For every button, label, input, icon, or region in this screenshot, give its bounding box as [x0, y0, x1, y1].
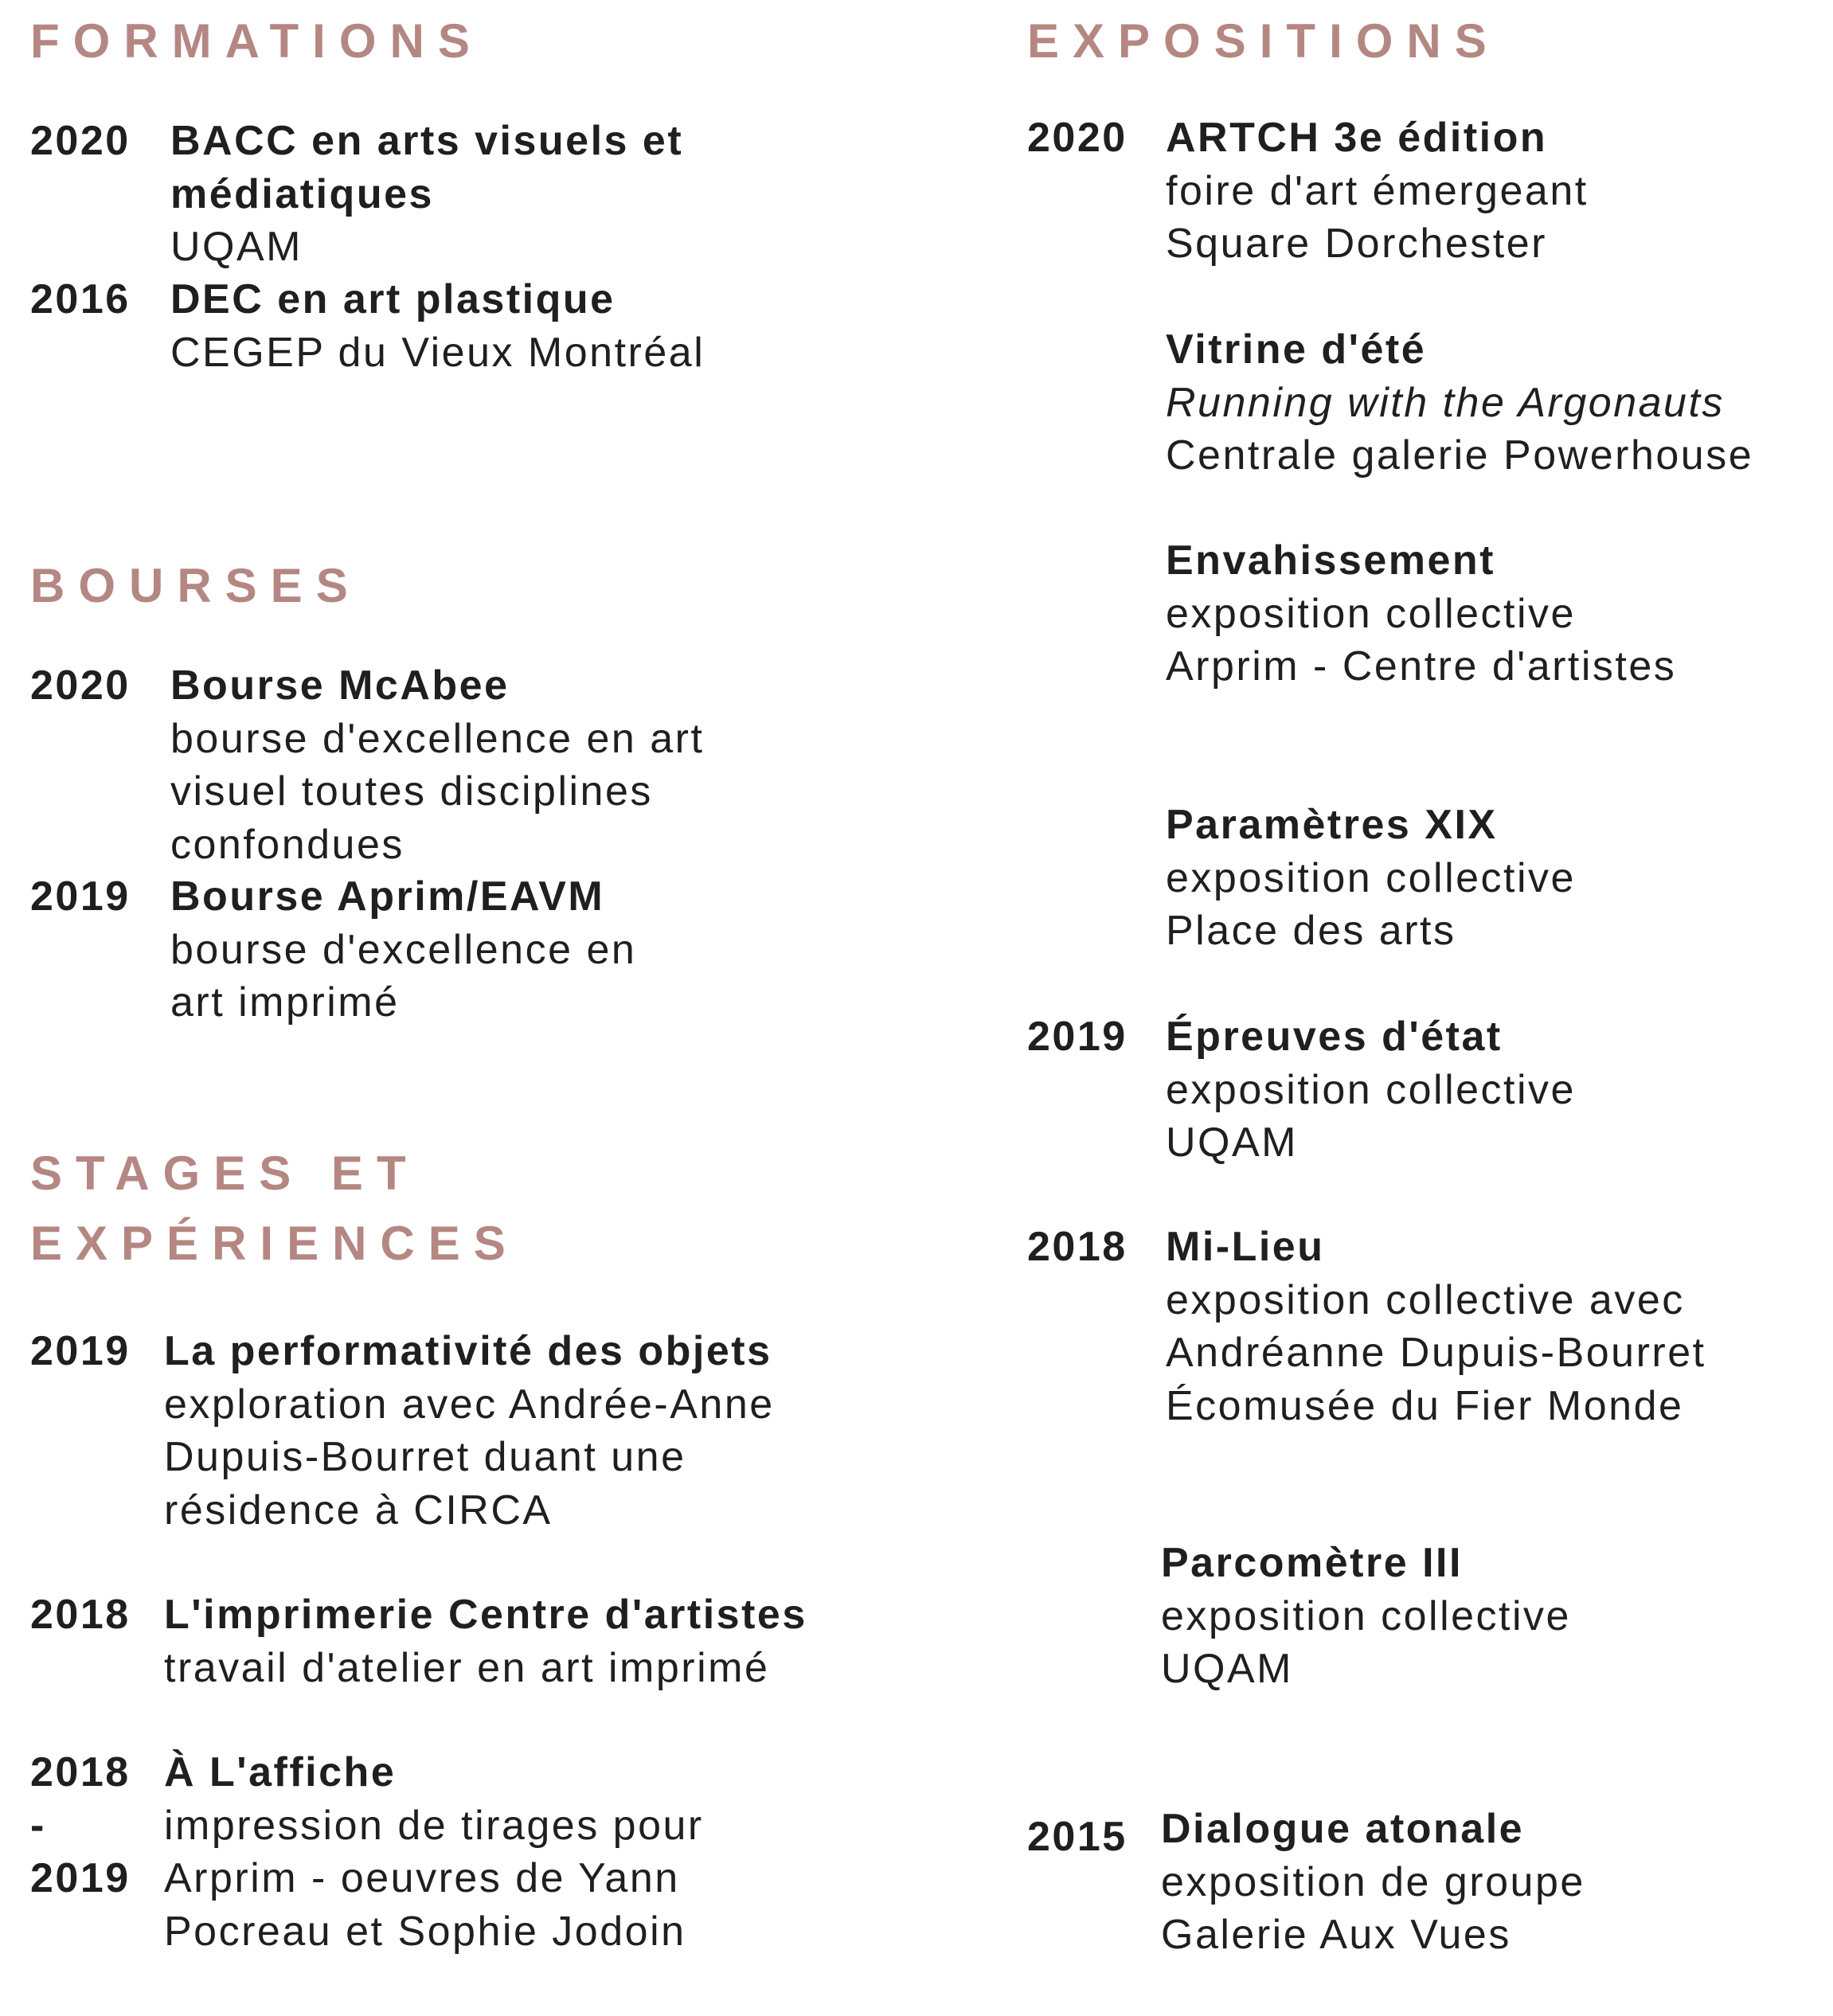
entry-detail: Arprim - Centre d'artistes	[1166, 643, 1677, 690]
entry-detail: UQAM	[1166, 1119, 1298, 1166]
entry-title: Envahissement	[1166, 537, 1495, 584]
bourse-entry	[30, 870, 747, 1037]
entry-year: 2020	[1027, 115, 1128, 161]
stage-entry	[30, 1746, 906, 1961]
entry-title: ARTCH 3e édition	[1166, 115, 1548, 161]
entry-title: Vitrine d'été	[1166, 326, 1427, 373]
entry-detail: Arprim - oeuvres de Yann	[164, 1855, 680, 1901]
entry-title: Mi-Lieu	[1166, 1224, 1325, 1270]
entry-detail: foire d'art émergeant	[1166, 167, 1589, 214]
expositions-heading: EXPOSITIONS	[1027, 14, 1500, 68]
entry-year: 2018	[1027, 1224, 1128, 1270]
entry-detail: UQAM	[1161, 1646, 1293, 1692]
entry-detail: exposition collective	[1166, 854, 1576, 901]
entry-detail: bourse d'excellence en	[170, 926, 637, 973]
exposition-entry	[1027, 1010, 1808, 1178]
entry-detail: impression de tirages pour	[164, 1802, 704, 1849]
entry-detail: exposition de groupe	[1161, 1858, 1585, 1905]
entry-year: 2020	[30, 662, 131, 709]
entry-detail: Galerie Aux Vues	[1161, 1912, 1511, 1958]
entry-detail: Square Dorchester	[1166, 221, 1547, 267]
entry-year-separator: -	[30, 1802, 46, 1849]
entry-detail: exposition collective	[1166, 590, 1576, 637]
entry-title: Bourse Aprim/EAVM	[170, 873, 605, 920]
entry-year: 2020	[30, 118, 131, 164]
entry-detail: travail d'atelier en art imprimé	[164, 1644, 770, 1691]
entry-detail: UQAM	[170, 224, 303, 270]
entry-year: 2015	[1027, 1814, 1128, 1860]
entry-detail: Place des arts	[1166, 908, 1456, 954]
entry-detail: CEGEP du Vieux Montréal	[170, 329, 705, 376]
exposition-entry	[1027, 534, 1808, 701]
exposition-entry	[1027, 799, 1808, 966]
entry-title: Paramètres XIX	[1166, 802, 1498, 848]
exposition-entry	[1027, 1803, 1808, 1970]
entry-work-title: Running with the Argonauts	[1166, 379, 1725, 426]
entry-year: 2019	[30, 1328, 131, 1374]
entry-detail: exposition collective	[1161, 1592, 1571, 1639]
entry-detail: exposition collective	[1166, 1066, 1576, 1113]
entry-detail: Pocreau et Sophie Jodoin	[164, 1908, 686, 1955]
exposition-entry	[1027, 1537, 1808, 1704]
entry-year: 2019	[1027, 1014, 1128, 1060]
formation-entry	[30, 273, 747, 385]
entry-title: L'imprimerie Centre d'artistes	[164, 1592, 807, 1638]
entry-title-continued: médiatiques	[170, 170, 434, 217]
entry-detail: Andréanne Dupuis-Bourret	[1166, 1330, 1706, 1376]
exposition-entry	[1027, 111, 1808, 279]
entry-year	[30, 1746, 131, 1905]
stage-entry	[30, 1588, 906, 1700]
entry-detail: exploration avec Andrée-Anne	[164, 1381, 775, 1428]
exposition-entry	[1027, 323, 1808, 490]
entry-detail: exposition collective avec	[1166, 1276, 1685, 1323]
entry-year-end: 2019	[30, 1855, 131, 1901]
entry-title: DEC en art plastique	[170, 276, 616, 322]
entry-detail: Dupuis-Bourret duant une	[164, 1434, 686, 1480]
entry-year-start: 2018	[30, 1749, 131, 1795]
stages-heading: STAGES ET	[30, 1147, 420, 1200]
entry-detail: Écomusée du Fier Monde	[1166, 1382, 1684, 1429]
entry-year: 2019	[30, 873, 131, 920]
entry-detail: art imprimé	[170, 979, 400, 1026]
entry-detail: Centrale galerie Powerhouse	[1166, 432, 1754, 479]
entry-year: 2018	[30, 1592, 131, 1638]
entry-title: Parcomètre III	[1161, 1540, 1463, 1586]
entry-title: À L'affiche	[164, 1749, 397, 1795]
exposition-entry	[1027, 1221, 1808, 1436]
entry-title: La performativité des objets	[164, 1328, 772, 1374]
entry-title: Dialogue atonale	[1161, 1806, 1525, 1852]
entry-title: BACC en arts visuels et	[170, 118, 684, 164]
bourse-entry	[30, 659, 747, 874]
entry-title: Épreuves d'état	[1166, 1014, 1503, 1060]
entry-detail: résidence à CIRCA	[164, 1487, 553, 1533]
bourses-heading: BOURSES	[30, 559, 362, 612]
entry-detail: confondues	[170, 821, 405, 868]
entry-year: 2016	[30, 276, 131, 322]
formations-heading: FORMATIONS	[30, 14, 483, 68]
stages-heading-line2: EXPÉRIENCES	[30, 1217, 519, 1270]
entry-detail: bourse d'excellence en art	[170, 715, 705, 762]
entry-detail: visuel toutes disciplines	[170, 768, 653, 815]
entry-title: Bourse McAbee	[170, 662, 510, 709]
stage-entry	[30, 1325, 906, 1540]
